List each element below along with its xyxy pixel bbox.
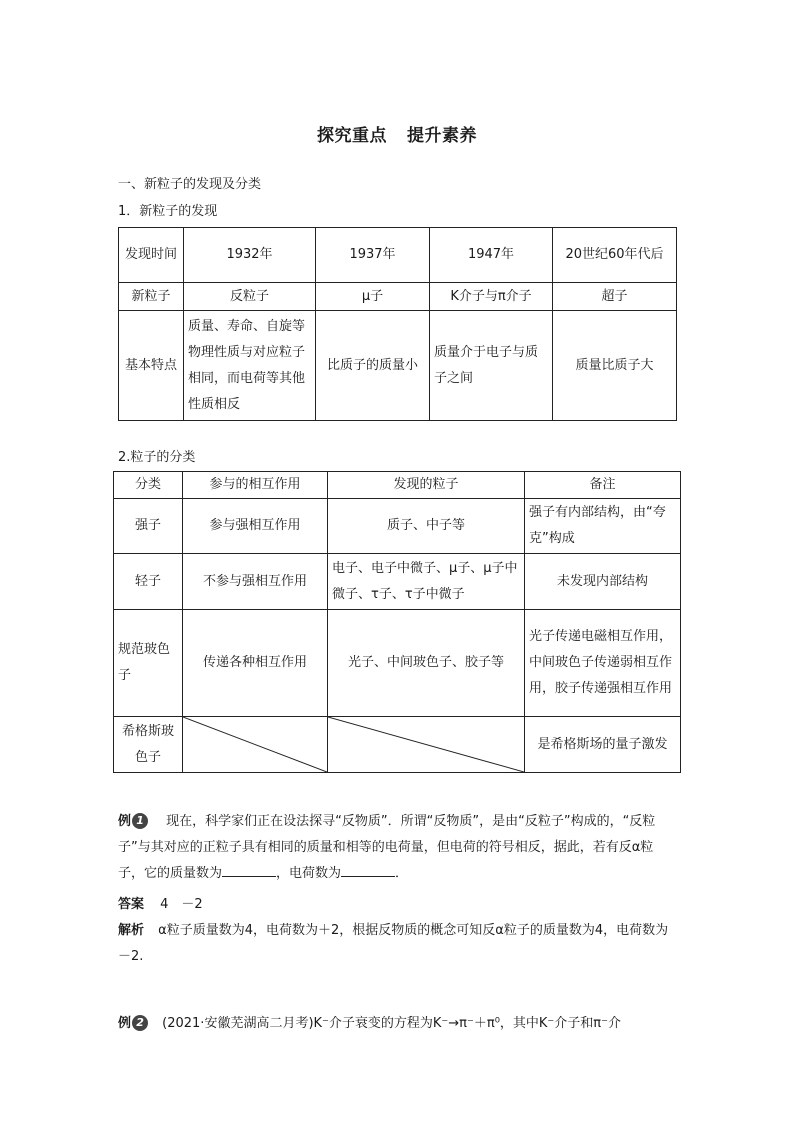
category-cell: 轻子 — [114, 554, 183, 610]
year-cell: 1932年 — [184, 228, 316, 283]
example-1-question-b: ，电荷数为 — [276, 866, 342, 881]
category-cell: 强子 — [114, 499, 183, 554]
table-row — [114, 610, 681, 717]
note-cell: 是希格斯场的量子激发 — [525, 717, 681, 773]
answer-blank-charge — [341, 862, 395, 877]
particles-cell: 质子、中子等 — [328, 499, 525, 554]
particle-cell: μ子 — [316, 283, 430, 311]
answer-value: 4 －2 — [160, 897, 203, 912]
header-features: 基本特点 — [119, 311, 184, 421]
year-cell: 20世纪60年代后 — [553, 228, 677, 283]
example-1-answer — [118, 892, 678, 918]
note-cell: 光子传递电磁相互作用，中间玻色子传递弱相互作用，胶子传递强相互作用 — [525, 610, 681, 717]
year-cell: 1937年 — [316, 228, 430, 283]
example-2 — [118, 1011, 688, 1037]
example-1-analysis — [118, 918, 678, 970]
example-number-badge: 1 — [132, 813, 148, 829]
feature-cell: 质量、寿命、自旋等物理性质与对应粒子相同，而电荷等其他性质相反 — [184, 311, 316, 421]
table-row — [119, 228, 677, 283]
particle-cell: 反粒子 — [184, 283, 316, 311]
analysis-text: α粒子质量数为4，电荷数为＋2，根据反物质的概念可知反α粒子的质量数为4，电荷数为－2. — [118, 923, 669, 964]
example-2-question: (2021·安徽芜湖高二月考)K⁻介子衰变的方程为K⁻→π⁻＋π⁰，其中K⁻介子和π⁻介 — [162, 1016, 621, 1031]
example-label: 例 — [118, 814, 132, 829]
discovery-table — [118, 227, 677, 421]
diagonal-empty-cell — [328, 717, 525, 773]
example-number-badge: 2 — [132, 1015, 148, 1031]
answer-label: 答案 — [118, 897, 145, 912]
header-cell: 备注 — [525, 472, 681, 499]
page-title: 探究重点 提升素养 — [317, 126, 477, 146]
note-cell: 强子有内部结构，由“夸克”构成 — [525, 499, 681, 554]
table-row — [119, 311, 677, 421]
particle-cell: 超子 — [553, 283, 677, 311]
example-1-question-c: ． — [395, 866, 409, 881]
feature-cell: 质量比质子大 — [553, 311, 677, 421]
header-cell: 分类 — [114, 472, 183, 499]
interaction-cell: 不参与强相互作用 — [183, 554, 328, 610]
diagonal-line — [183, 717, 327, 772]
header-cell: 参与的相互作用 — [183, 472, 328, 499]
subsection-discovery: 1．新粒子的发现 — [118, 204, 218, 219]
particles-cell: 光子、中间玻色子、胶子等 — [328, 610, 525, 717]
table-row — [114, 717, 681, 773]
header-cell: 发现的粒子 — [328, 472, 525, 499]
diagonal-line — [328, 717, 524, 772]
subsection-classification: 2.粒子的分类 — [118, 450, 196, 465]
section-heading: 一、新粒子的发现及分类 — [118, 177, 262, 192]
header-time: 发现时间 — [119, 228, 184, 283]
particles-cell: 电子、电子中微子、μ子、μ子中微子、τ子、τ子中微子 — [328, 554, 525, 610]
particle-cell: K介子与π介子 — [430, 283, 553, 311]
category-cell: 希格斯玻色子 — [114, 717, 183, 773]
header-particle: 新粒子 — [119, 283, 184, 311]
feature-cell: 比质子的质量小 — [316, 311, 430, 421]
category-cell: 规范玻色子 — [114, 610, 183, 717]
example-label: 例 — [118, 1016, 132, 1031]
example-1 — [118, 809, 678, 887]
table-row — [114, 554, 681, 610]
example-1-question: 现在，科学家们正在设法探寻“反物质”．所谓“反物质”，是由“反粒子”构成的，“反粒子”与其对应的正粒子具有相同的质量和相等的电荷量，但电荷的符号相反，据此，若有反α粒子，它的质量数为 — [118, 814, 656, 881]
note-cell: 未发现内部结构 — [525, 554, 681, 610]
feature-cell: 质量介于电子与质子之间 — [430, 311, 553, 421]
year-cell: 1947年 — [430, 228, 553, 283]
diagonal-empty-cell — [183, 717, 328, 773]
table-row — [119, 283, 677, 311]
classification-table — [113, 471, 681, 773]
interaction-cell: 参与强相互作用 — [183, 499, 328, 554]
interaction-cell: 传递各种相互作用 — [183, 610, 328, 717]
table-row — [114, 499, 681, 554]
analysis-label: 解析 — [118, 923, 145, 938]
answer-blank-mass — [222, 862, 276, 877]
table-row — [114, 472, 681, 499]
